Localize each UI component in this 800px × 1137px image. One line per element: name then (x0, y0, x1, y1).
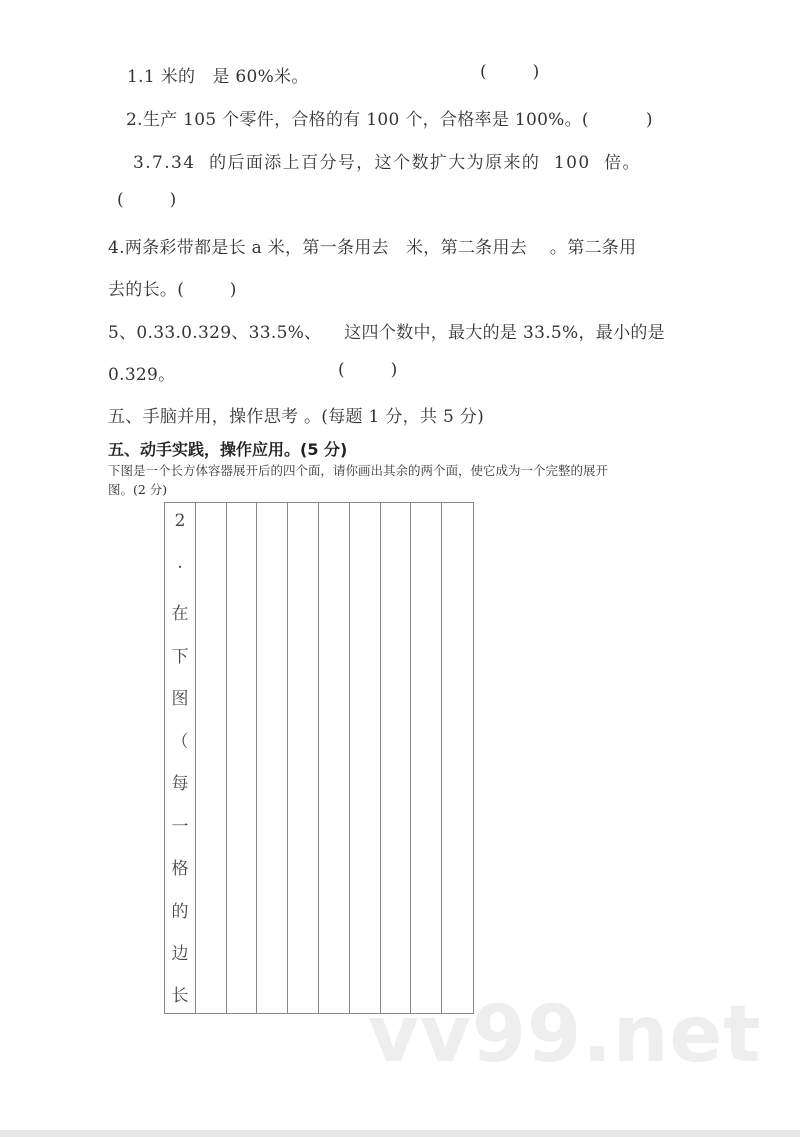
instruction-line-1: 下图是一个长方体容器展开后的四个面，请你画出其余的两个面，使它成为一个完整的展开 (108, 463, 609, 478)
watermark: vv99.net (368, 990, 762, 1080)
vertical-char: . (177, 553, 183, 573)
question-5-continuation: 0.329。 (108, 365, 176, 385)
section-heading-practice: 五、动手实践，操作应用。(5 分) (108, 440, 348, 459)
instruction-line-2: 图。(2 分) (108, 482, 168, 497)
grid-column (227, 503, 258, 1013)
section-heading-hands-brain: 五、手脑并用，操作思考 。(每题 1 分，共 5 分) (108, 407, 485, 427)
question-2-text: 2.生产 105 个零件，合格的有 100 个，合格率是 100%。( ) (126, 110, 653, 130)
vertical-char: 长 (171, 986, 189, 1006)
page-bottom-edge (0, 1130, 800, 1137)
grid-column (257, 503, 288, 1013)
answer-bracket-5: ( ) (338, 360, 398, 380)
answer-bracket-1: ( ) (480, 62, 540, 82)
grid-column (411, 503, 442, 1013)
question-4-text: 4.两条彩带都是长 a 米，第一条用去 米，第二条用去 。第二条用 (108, 238, 637, 258)
grid-column (381, 503, 412, 1013)
grid-column-text (165, 503, 196, 1013)
grid-column (196, 503, 227, 1013)
grid-column (288, 503, 319, 1013)
grid-column (350, 503, 381, 1013)
answer-bracket-3: ( ) (117, 190, 177, 210)
question-1-text: 1.1 米的 是 60%米。 (127, 67, 309, 87)
vertical-char: 图 (171, 689, 189, 709)
vertical-char: 一 (171, 817, 189, 837)
vertical-char: 的 (171, 902, 189, 922)
grid-column (319, 503, 350, 1013)
drawing-grid (164, 502, 474, 1014)
question-4-continuation: 去的长。( ) (108, 280, 237, 300)
grid-column (442, 503, 473, 1013)
question-5-text: 5、0.33.0.329、33.5%、 这四个数中，最大的是 33.5%，最小的是 (108, 323, 665, 343)
vertical-char: 边 (171, 944, 189, 964)
vertical-char: 在 (171, 604, 189, 624)
vertical-char: （ (171, 732, 189, 752)
vertical-char: 格 (171, 859, 189, 879)
vertical-char: 每 (171, 774, 189, 794)
vertical-char: 2 (174, 511, 186, 531)
vertical-char: 下 (171, 647, 189, 667)
question-3-text: 3.7.34 的后面添上百分号，这个数扩大为原来的 100 倍。 (133, 153, 641, 173)
